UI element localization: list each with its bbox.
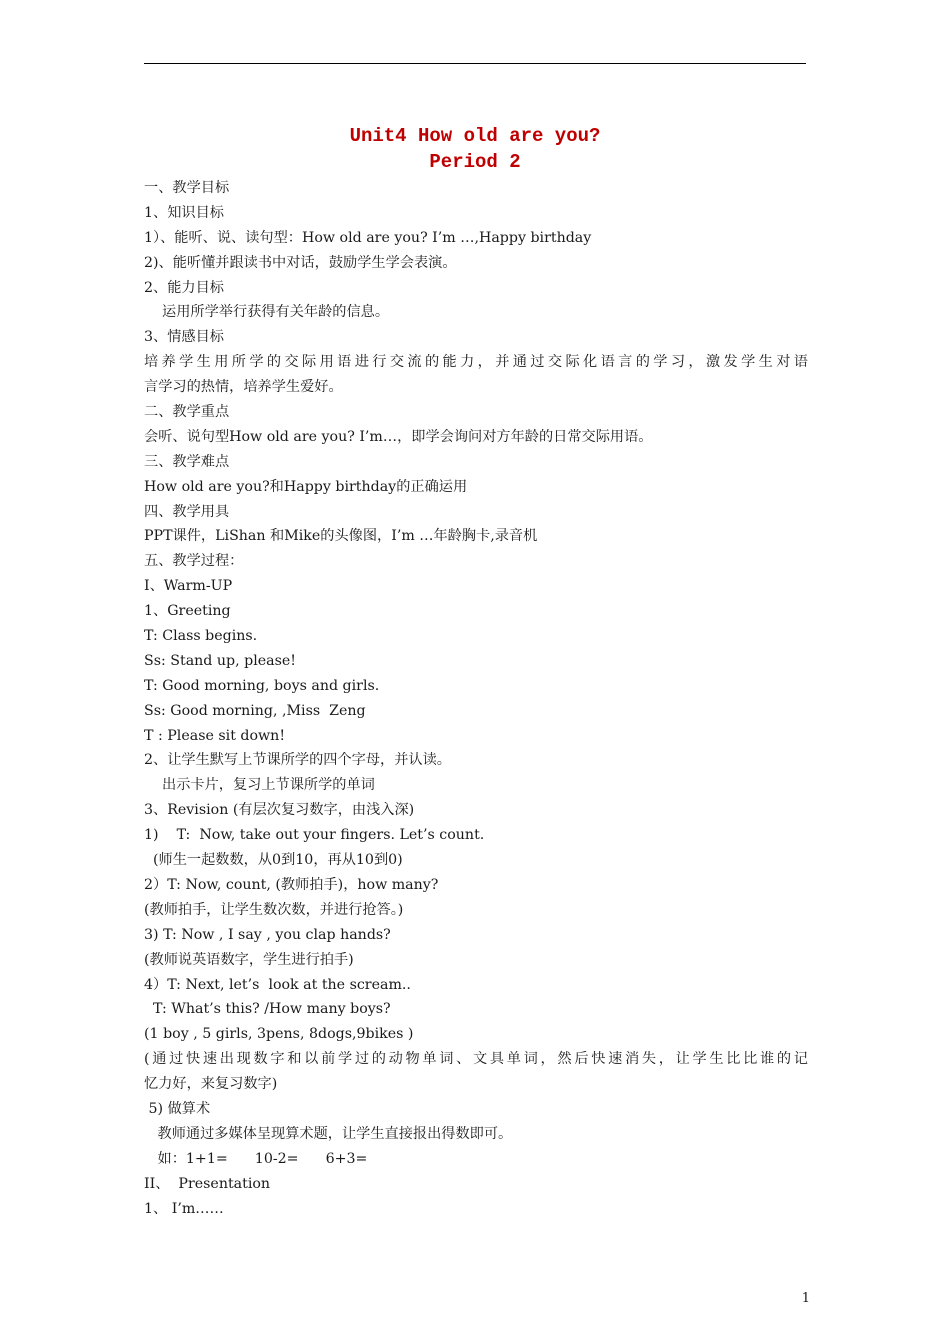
text-line: 3) T: Now , I say , you clap hands?: [144, 926, 391, 943]
text-line: Ss: Stand up, please!: [144, 652, 296, 669]
text-line: 五、教学过程：: [144, 553, 244, 570]
text-line: 3、Revision (有层次复习数字，由浅入深): [144, 802, 415, 819]
text-line: 2)、能听懂并跟读书中对话，鼓励学生学会表演。: [144, 254, 457, 271]
header-rule: [144, 63, 806, 64]
text-line: T: Class begins.: [144, 628, 258, 645]
text-line: How old are you?和Happy birthday的正确运用: [144, 478, 468, 495]
text-line: 5) 做算术: [144, 1100, 211, 1117]
document-subtitle: Period 2: [429, 151, 521, 173]
text-line: (师生一起数数，从0到10，再从10到0): [144, 852, 403, 869]
text-line: 运用所学举行获得有关年龄的信息。: [144, 304, 390, 321]
text-line: 1）、能听、说、读句型：How old are you? I’m …,Happy birthday: [144, 229, 592, 246]
text-line: 言学习的热情，培养学生爱好。: [144, 379, 343, 396]
text-line: 如：1+1= 10-2= 6+3=: [144, 1150, 368, 1167]
text-line: 忆力好，来复习数字): [144, 1076, 278, 1093]
document-body: [144, 176, 808, 1221]
text-line: (1 boy , 5 girls, 3pens, 8dogs,9bikes ): [144, 1026, 414, 1043]
text-line: PPT课件，LiShan 和Mike的头像图，I’m …年龄胸卡,录音机: [144, 528, 538, 545]
text-line: Ss: Good morning, ,Miss Zeng: [144, 702, 366, 719]
text-line: (教师说英语数字，学生进行拍手): [144, 951, 354, 968]
text-line: 4）T: Next, let’s look at the scream..: [144, 976, 411, 993]
document-title: Unit4 How old are you?: [349, 125, 601, 147]
text-line: 二、教学重点: [144, 404, 230, 421]
text-line: (通过快速出现数字和以前学过的动物单词、文具单词，然后快速消失，让学生比比谁的记: [144, 1051, 808, 1068]
text-line: 1、Greeting: [144, 603, 231, 620]
text-line: 三、教学难点: [144, 453, 230, 470]
text-line: 培养学生用所学的交际用语进行交流的能力，并通过交际化语言的学习，激发学生对语: [144, 354, 808, 371]
text-line: 2、让学生默写上节课所学的四个字母，并认读。: [144, 752, 451, 769]
text-line: 出示卡片，复习上节课所学的单词: [144, 777, 375, 794]
text-line: 1、 I’m……: [144, 1200, 224, 1217]
text-line: I、Warm-UP: [144, 578, 233, 595]
text-line: T : Please sit down!: [144, 727, 286, 744]
text-line: II、 Presentation: [144, 1175, 271, 1192]
text-line: T: What’s this? /How many boys?: [144, 1001, 391, 1018]
text-line: 1、知识目标: [144, 204, 224, 221]
text-line: 四、教学用具: [144, 503, 230, 520]
text-line: 教师通过多媒体呈现算术题，让学生直接报出得数即可。: [144, 1125, 513, 1142]
text-line: T: Good morning, boys and girls.: [144, 677, 380, 694]
text-line: 2）T: Now, count, (教师拍手)，how many?: [144, 876, 439, 893]
text-line: 一、教学目标: [144, 180, 230, 196]
text-line: 会听、说句型How old are you? I’m…，即学会询问对方年龄的日常交际用语。: [144, 428, 653, 445]
text-line: 1) T: Now, take out your fingers. Let’s count.: [144, 827, 485, 844]
text-line: (教师拍手，让学生数次数，并进行抢答。): [144, 901, 404, 918]
page-number: 1: [801, 1291, 810, 1306]
text-line: 2、能力目标: [144, 279, 224, 296]
text-line: 3、情感目标: [144, 329, 224, 346]
